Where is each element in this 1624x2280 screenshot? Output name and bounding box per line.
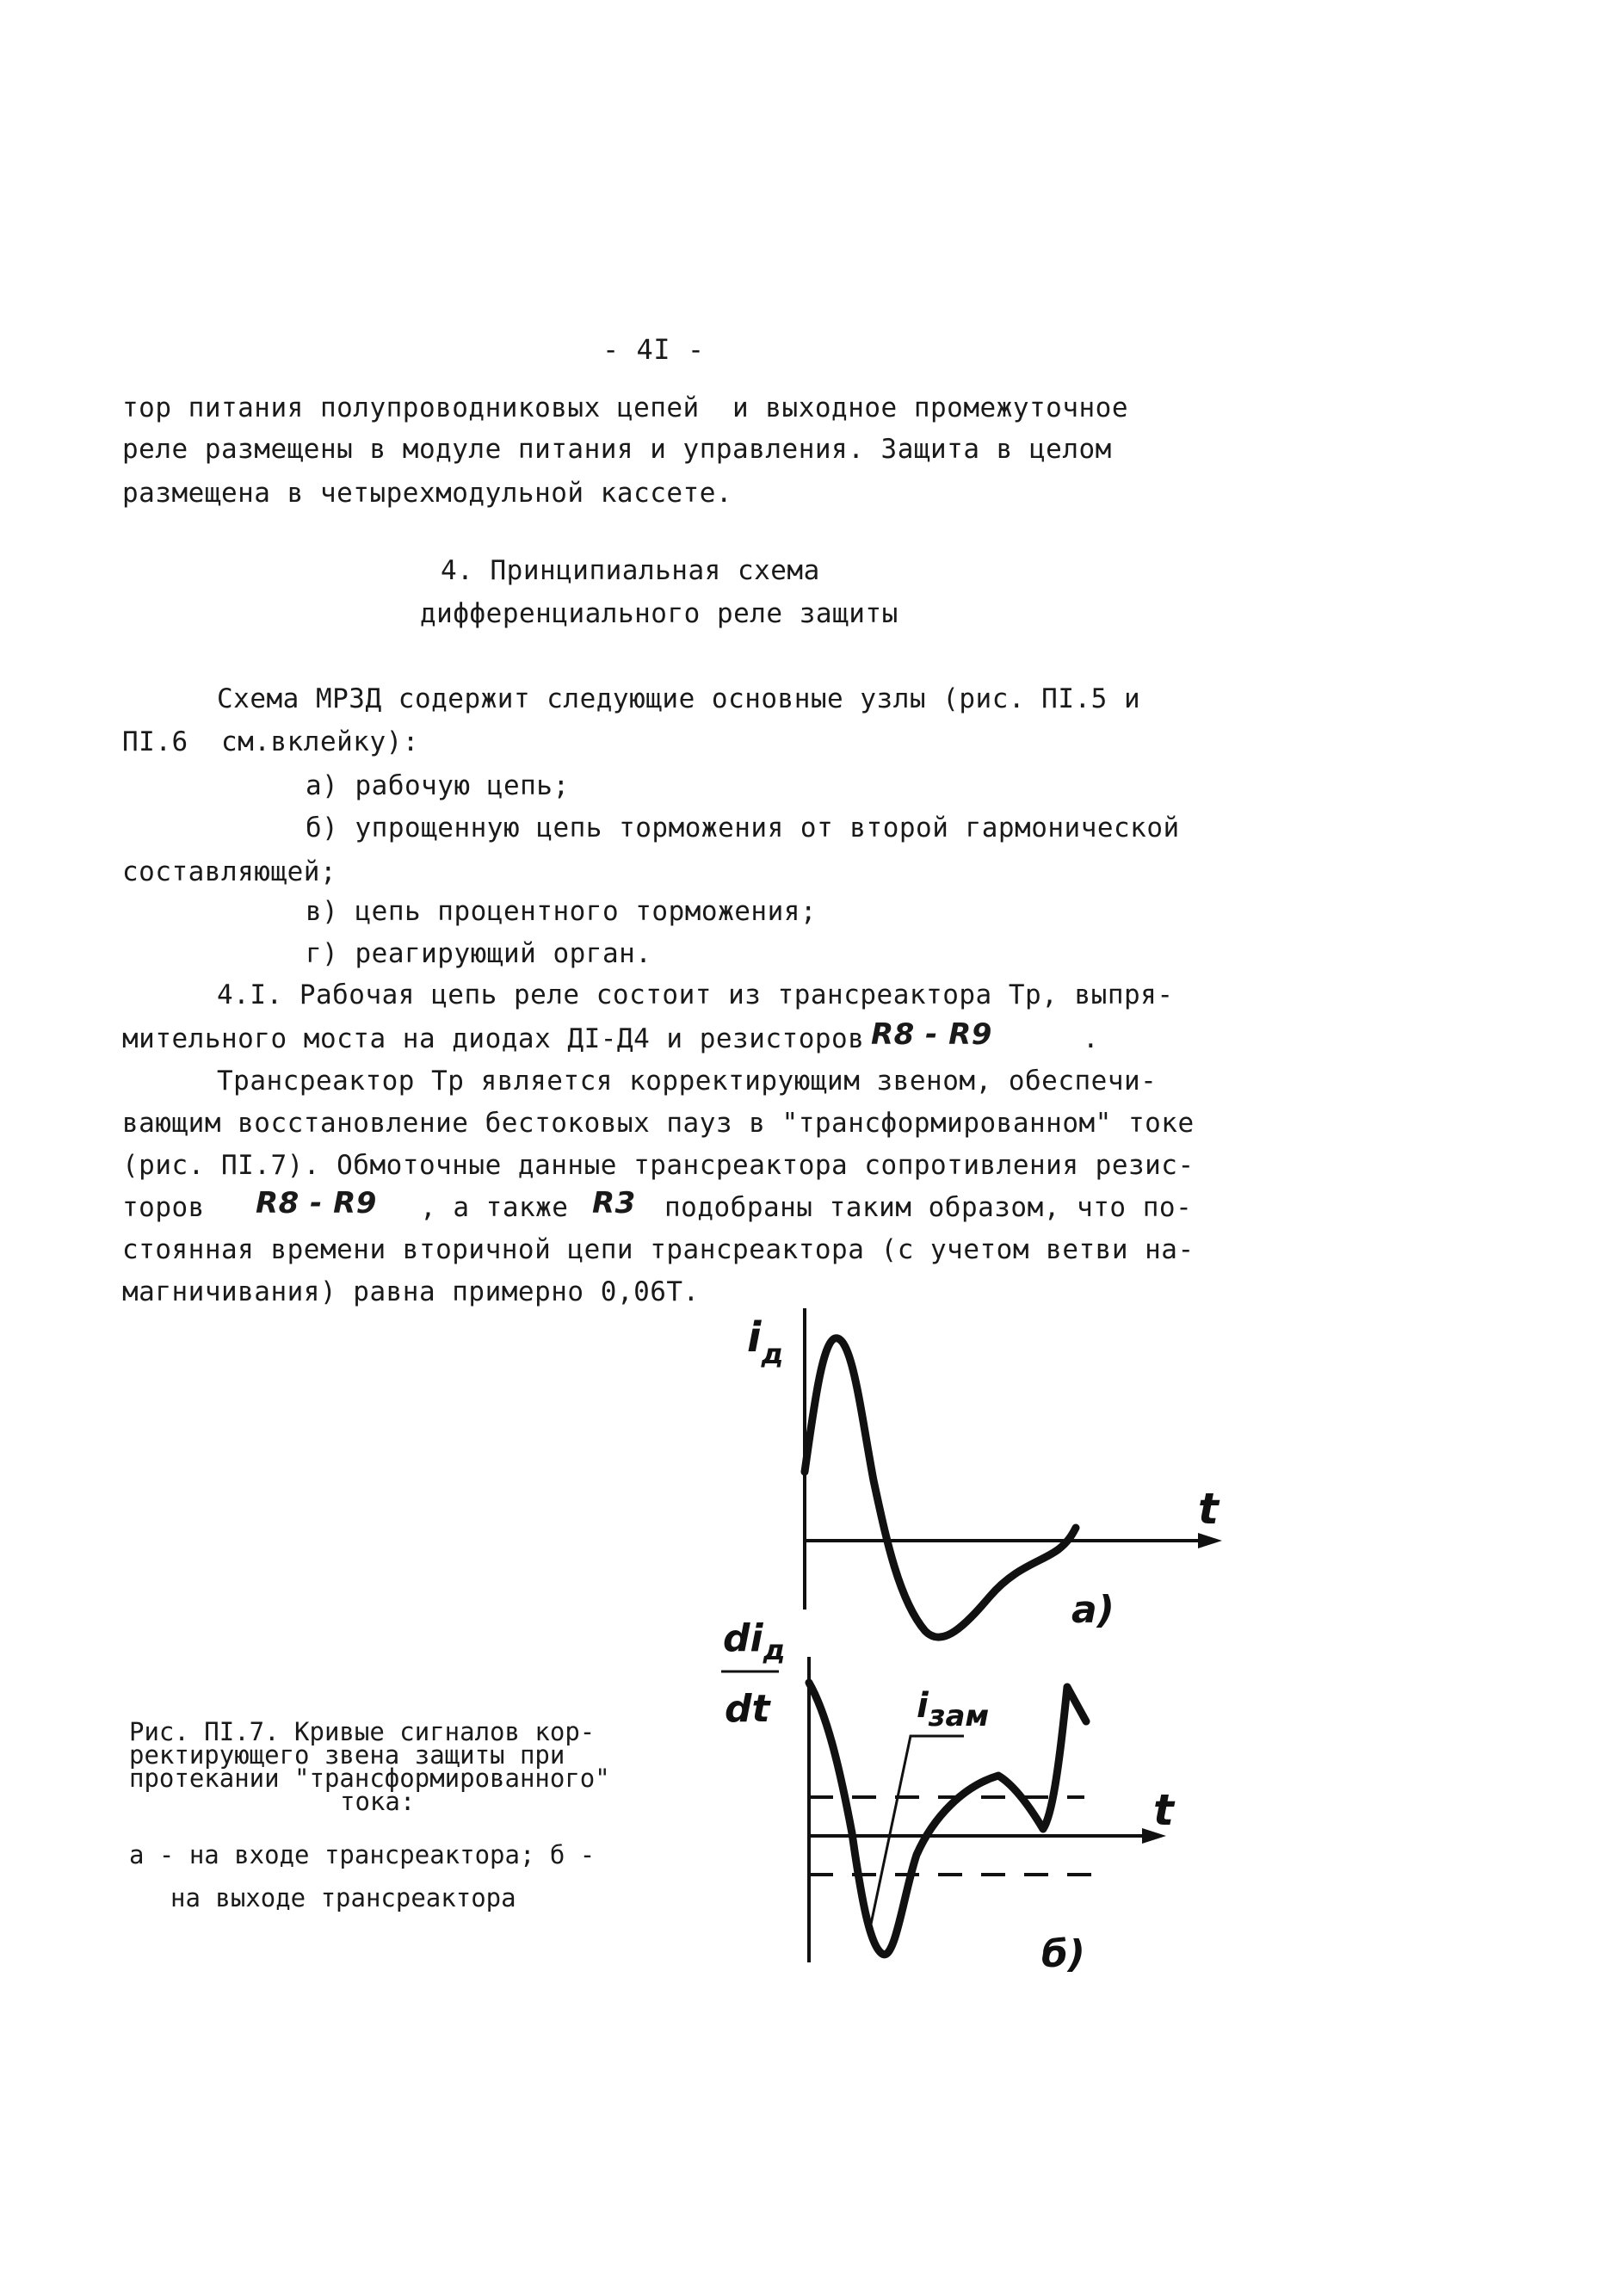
list-item-d: г) реагирующий орган.	[306, 938, 652, 969]
plot-b-panel-label: б)	[1041, 1932, 1085, 1976]
para1-line-2: ПI.6 см.вклейку):	[122, 726, 419, 757]
page-number: - 4I -	[602, 333, 705, 366]
intro-line-3: размещена в четырехмодульной кассете.	[122, 478, 733, 509]
formula-r8-r9: R8 - R9	[871, 1017, 992, 1052]
plot-b-annotation: $i_{зам}$	[917, 1686, 990, 1733]
para3-line-4-end: подобраны таким образом, что по-	[664, 1192, 1193, 1223]
plot-b-x-label: t	[1153, 1785, 1174, 1835]
plot-a-y-label: $i_д$	[747, 1313, 784, 1370]
figure-caption-line-1: Рис. ПI.7. Кривые сигналов кор-	[129, 1717, 596, 1746]
formula-r8-r9-second: R8 - R9	[256, 1186, 377, 1220]
figure-legend-b: на выходе трансреактора	[170, 1883, 516, 1912]
para3-line-3: (рис. ПI.7). Обмоточные данные трансреактора сопротивления резис-	[122, 1150, 1195, 1181]
list-item-b-continued: составляющей;	[122, 856, 337, 887]
para2-line-2: мительного моста на диодах ДI-Д4 и резисторов	[122, 1023, 865, 1054]
section-title-line-1: 4. Принципиальная схема	[441, 555, 820, 586]
para2-line-1: 4.I. Рабочая цепь реле состоит из трансреактора Тр, выпря-	[217, 979, 1174, 1010]
plot-a-x-arrow	[1198, 1533, 1222, 1548]
plot-b	[721, 1616, 1176, 1976]
para3-line-2: вающим восстановление бестоковых пауз в "трансформированном" токе	[122, 1108, 1195, 1139]
figure-legend-a: а - на входе трансреактора; б -	[129, 1840, 596, 1869]
plot-b-y-label-numerator: $di_д$	[723, 1616, 786, 1666]
para2-line-2-end: .	[1083, 1023, 1100, 1054]
para3-line-6: магничивания) равна примерно 0,06Т.	[122, 1276, 700, 1307]
figure-caption-line-3: протекании "трансформированного"	[129, 1764, 610, 1793]
list-item-b: б) упрощенную цепь торможения от второй гармонической	[306, 813, 1180, 843]
plot-b-y-label-denominator: dt	[725, 1687, 770, 1731]
section-title-line-2: дифференциального реле защиты	[420, 598, 898, 629]
plot-a-curve	[805, 1338, 1076, 1637]
para1-line-1: Схема МРЗД содержит следующие основные узлы (рис. ПI.5 и	[217, 683, 1141, 714]
intro-line-1: тор питания полупроводниковых цепей и выходное промежуточное	[122, 392, 1128, 423]
plot-a-x-label: t	[1198, 1484, 1219, 1534]
figure-caption-line-4: тока:	[340, 1787, 416, 1816]
figure-caption-line-2: ректирующего звена защиты при	[129, 1740, 565, 1770]
formula-r3: R3	[592, 1186, 636, 1220]
plot-a-panel-label: а)	[1071, 1588, 1115, 1632]
plot-a	[747, 1308, 1222, 1637]
list-item-c: в) цепь процентного торможения;	[306, 896, 818, 927]
para3-line-4-mid: , а также	[420, 1192, 569, 1223]
intro-line-2: реле размещены в модуле питания и управления. Защита в целом	[122, 434, 1112, 465]
para3-line-5: стоянная времени вторичной цепи трансреактора (с учетом ветви на-	[122, 1234, 1195, 1265]
para3-line-1: Трансреактор Тр является корректирующим звеном, обеспечи-	[217, 1066, 1158, 1097]
para3-line-4-start: торов	[122, 1192, 205, 1223]
list-item-a: а) рабочую цепь;	[306, 770, 570, 801]
